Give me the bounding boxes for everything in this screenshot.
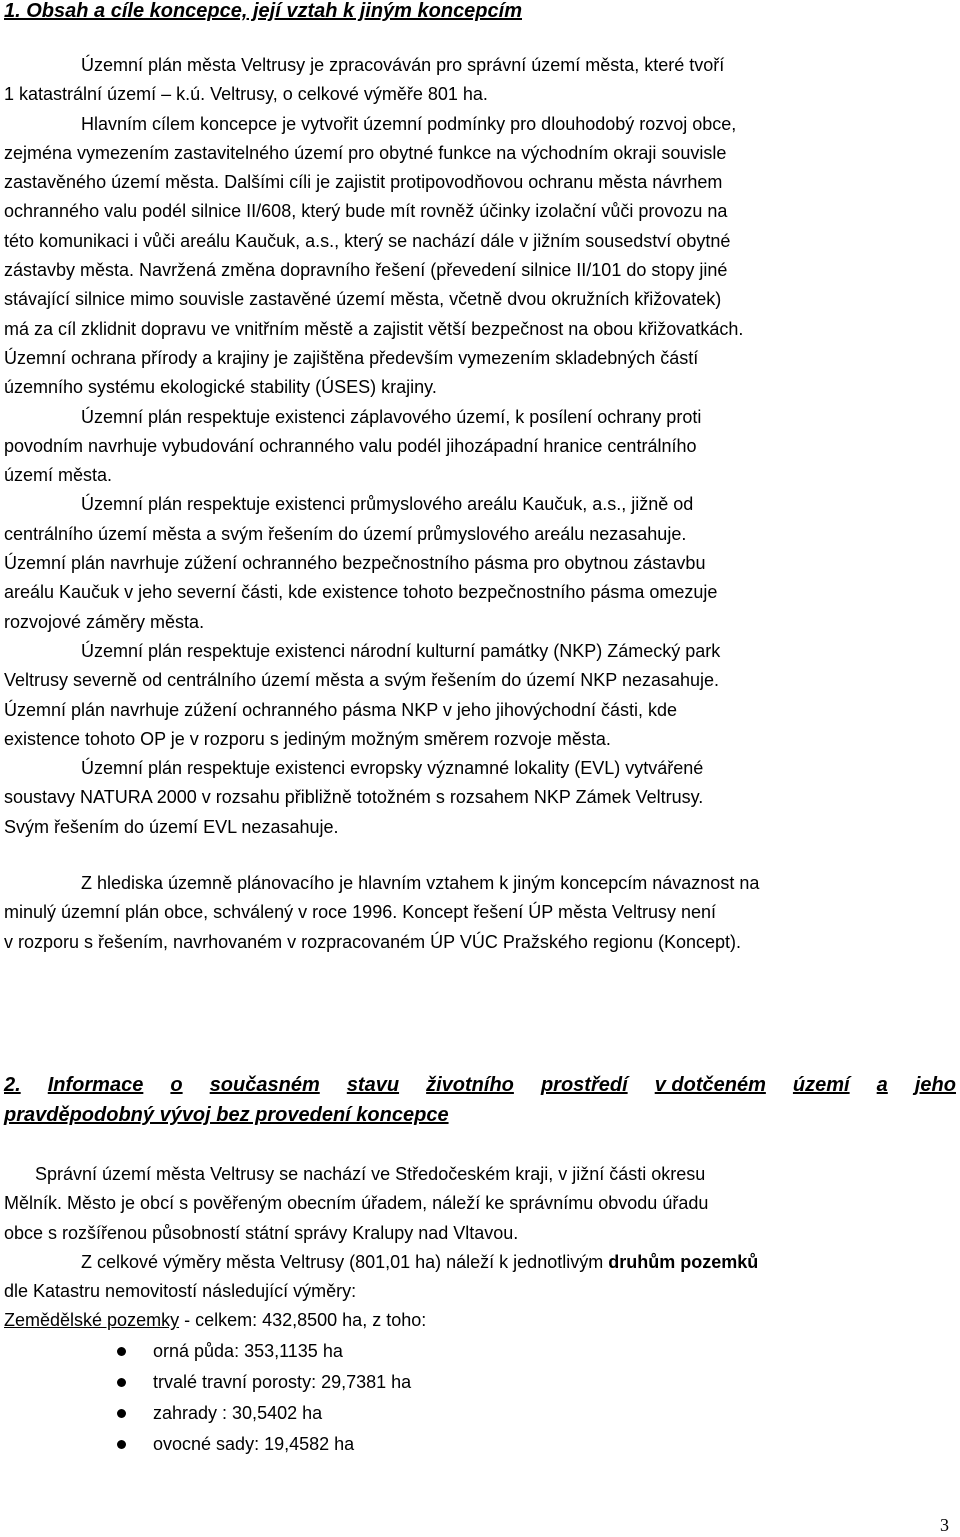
text-line: Územní plán navrhuje zúžení ochranného pásma NKP v jeho jihovýchodní části, kde xyxy=(4,699,678,720)
text-line: Územní plán respektuje existenci evropsky významné lokality (EVL) vytvářené xyxy=(81,758,704,779)
bullet-item xyxy=(4,1367,954,1398)
text-line: Svým řešením do území EVL nezasahuje. xyxy=(4,816,339,837)
text-line: území města. xyxy=(4,465,113,486)
bullet-item xyxy=(4,1398,954,1429)
agricultural-land-line xyxy=(4,1306,954,1335)
bullet-text: zahrady : 30,5402 ha xyxy=(153,1402,323,1423)
agricultural-land-total: - celkem: 432,8500 ha, z toho: xyxy=(179,1310,427,1331)
agricultural-land-label: Zemědělské pozemky xyxy=(4,1310,180,1331)
text-line: Hlavním cílem koncepce je vytvořit územní podmínky pro dlouhodobý rozvoj obce, xyxy=(81,113,737,134)
bullet-dot-icon xyxy=(117,1378,126,1387)
text-line: existence tohoto OP je v rozporu s jediným možným směrem rozvoje města. xyxy=(4,728,611,749)
text-line: Územní plán navrhuje zúžení ochranného bezpečnostního pásma pro obytnou zástavbu xyxy=(4,553,706,574)
heading-word: prostředí xyxy=(540,1074,628,1096)
section-2-heading-line-1 xyxy=(4,1070,956,1100)
bullet-item xyxy=(4,1336,954,1367)
text-line: minulý územní plán obce, schválený v roce 1996. Koncept řešení ÚP města Veltrusy není xyxy=(4,902,717,923)
bullet-text: ovocné sady: 19,4582 ha xyxy=(153,1433,355,1454)
section-1-heading: 1. Obsah a cíle koncepce, její vztah k jiným koncepcím xyxy=(4,0,522,22)
heading-word: stavu xyxy=(346,1074,400,1096)
heading-word: území xyxy=(792,1074,850,1096)
text-line: ochranného valu podél silnice II/608, který bude mít rovněž účinky izolační vůči provozu na xyxy=(4,201,728,222)
bullet-text: orná půda: 353,1135 ha xyxy=(153,1340,343,1361)
section-2-paragraph-1 xyxy=(4,1160,954,1248)
paragraph-text: Z celkové výměry města Veltrusy (801,01 ha) náleží k jednotlivým xyxy=(81,1251,609,1272)
text-line: soustavy NATURA 2000 v rozsahu přibližně totožném s rozsahem NKP Zámek Veltrusy. xyxy=(4,787,704,808)
text-line: stávající silnice mimo souvisle zastavěné území města, včetně dvou okružních křižovatek) xyxy=(4,289,722,310)
text-line: v rozporu s řešením, navrhovaném v rozpracovaném ÚP VÚC Pražského regionu (Koncept). xyxy=(4,931,741,952)
text-line: centrálního území města a svým řešením do území průmyslového areálu nezasahuje. xyxy=(4,523,687,544)
heading-word: Informace xyxy=(47,1074,144,1096)
text-line: obce s rozšířenou působností státní správy Kralupy nad Vltavou. xyxy=(4,1222,519,1243)
bullet-dot-icon xyxy=(117,1440,126,1449)
text-line: zástavby města. Navržená změna dopravního řešení (převedení silnice II/101 do stopy jiné xyxy=(4,260,728,281)
heading-word: v dotčeném xyxy=(654,1074,766,1096)
paragraph-gap xyxy=(4,842,954,869)
section-2-paragraph-2-line-1 xyxy=(4,1248,954,1277)
text-line: zejména vymezením zastavitelného území pro obytné funkce na východním okraji souvisle xyxy=(4,142,727,163)
text-line: areálu Kaučuk v jeho severní části, kde existence tohoto bezpečnostního pásma omezuje xyxy=(4,582,718,603)
section-2-body xyxy=(4,1160,954,1460)
heading-word: a xyxy=(876,1074,888,1096)
heading-word: 2. xyxy=(4,1074,21,1096)
bullet-item xyxy=(4,1429,954,1460)
text-line: zastavěného území města. Dalšími cíli je zajistit protipovodňovou ochranu města návrhem xyxy=(4,172,723,193)
text-line: povodním navrhuje vybudování ochranného valu podél jihozápadní hranice centrálního xyxy=(4,435,697,456)
text-line: Územní plán respektuje existenci národní kulturní památky (NKP) Zámecký park xyxy=(81,640,721,661)
page-number: 3 xyxy=(940,1515,949,1535)
section-1-paragraphs xyxy=(4,51,954,842)
text-line: 1 katastrální území – k.ú. Veltrusy, o celkové výměře 801 ha. xyxy=(4,84,488,105)
section-1-body xyxy=(4,51,954,957)
text-line: Mělník. Město je obcí s pověřeným obecním úřadem, náleží ke správnímu obvodu úřadu xyxy=(4,1193,709,1214)
text-line: Územní plán respektuje existenci záplavového území, k posílení ochrany proti xyxy=(81,406,702,427)
heading-word: o xyxy=(170,1074,183,1096)
text-line: Z hlediska územně plánovacího je hlavním vztahem k jiným koncepcím návaznost na xyxy=(81,873,760,894)
text-line: Územní plán respektuje existenci průmyslového areálu Kaučuk, a.s., jižně od xyxy=(81,494,694,515)
section-2-heading xyxy=(4,1070,956,1130)
text-line: územního systému ekologické stability (ÚSES) krajiny. xyxy=(4,377,437,398)
bullet-text: trvalé travní porosty: 29,7381 ha xyxy=(153,1371,412,1392)
heading-word: současném xyxy=(209,1074,320,1096)
text-line: Veltrusy severně od centrálního území města a svým řešením do území NKP nezasahuje. xyxy=(4,670,720,691)
section-1-closing-paragraph xyxy=(4,869,954,957)
text-line: této komunikaci i vůči areálu Kaučuk, a.s., který se nachází dále v jižním sousedství obytné xyxy=(4,230,731,251)
bullet-dot-icon xyxy=(117,1409,126,1418)
heading-word: životního xyxy=(426,1074,514,1096)
heading-word: jeho xyxy=(914,1074,956,1096)
land-use-bullet-list xyxy=(4,1336,954,1460)
section-2-paragraph-2-line-2: dle Katastru nemovitostí následující výměry: xyxy=(4,1281,357,1302)
text-line: Správní území města Veltrusy se nachází ve Středočeském kraji, v jižní části okresu xyxy=(35,1164,706,1184)
text-line: Územní plán města Veltrusy je zpracováván pro správní území města, které tvoří xyxy=(81,55,725,75)
text-line: rozvojové záměry města. xyxy=(4,611,205,632)
bold-term: druhům pozemků xyxy=(608,1251,759,1272)
text-line: Územní ochrana přírody a krajiny je zajištěna především vymezením skladebných částí xyxy=(4,347,699,368)
section-2-heading-line-2: pravděpodobný vývoj bez provedení koncepce xyxy=(4,1104,449,1126)
bullet-dot-icon xyxy=(117,1347,126,1356)
text-line: má za cíl zklidnit dopravu ve vnitřním městě a zajistit větší bezpečnost na obou křižovatkách. xyxy=(4,318,744,339)
